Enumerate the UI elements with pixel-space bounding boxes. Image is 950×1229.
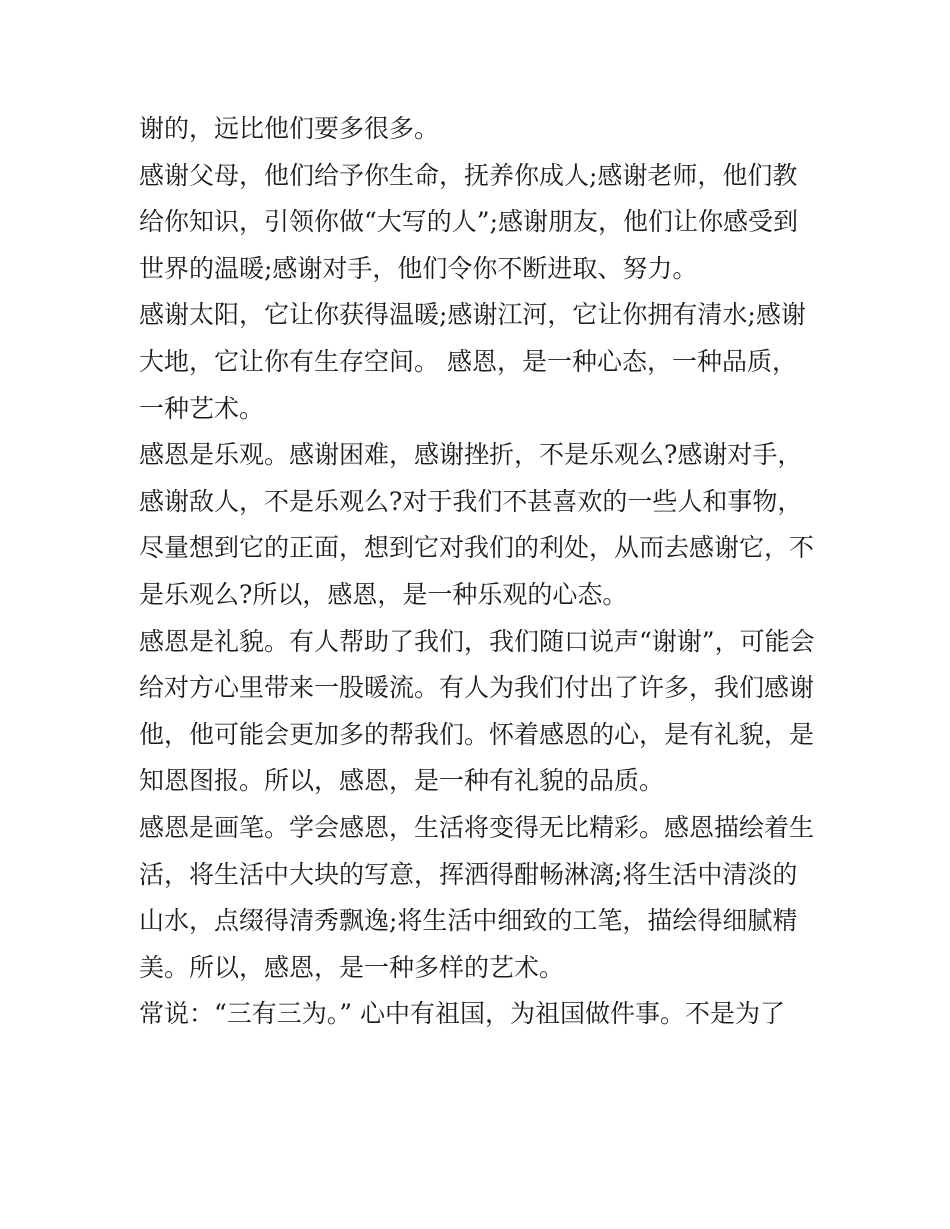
text-line: 大地，它让你有生存空间。 感恩，是一种心态，一种品质， [139, 346, 797, 376]
text-line: 常说：“三有三为。” 心中有祖国，为祖国做件事。不是为了 [139, 999, 786, 1029]
text-line: 山水，点缀得清秀飘逸;将生活中细致的工笔，描绘得细腻精 [139, 906, 798, 936]
text-line: 知恩图报。所以，感恩，是一种有礼貌的品质。 [139, 766, 665, 796]
text-line: 感恩是礼貌。有人帮助了我们，我们随口说声“谢谢”，可能会 [139, 626, 815, 656]
text-line: 美。所以，感恩，是一种多样的艺术。 [139, 952, 565, 982]
text-line: 他，他可能会更加多的帮我们。怀着感恩的心，是有礼貌，是 [139, 719, 815, 749]
text-line: 谢的，远比他们要多很多。 [139, 114, 440, 143]
document-body [139, 106, 829, 1038]
paragraph-6 [139, 805, 829, 991]
text-line: 是乐观么?所以，感恩，是一种乐观的心态。 [139, 579, 628, 609]
paragraph-2 [139, 153, 829, 293]
text-line: 给你知识，引领你做“大写的人”;感谢朋友，他们让你感受到 [139, 207, 798, 237]
text-line: 感恩是画笔。学会感恩，生活将变得无比精彩。感恩描绘着生 [139, 812, 815, 842]
text-line: 世界的温暖;感谢对手，他们令你不断进取、努力。 [139, 253, 698, 283]
paragraph-7 [139, 991, 829, 1038]
paragraph-3 [139, 292, 829, 432]
text-line: 一种艺术。 [139, 393, 265, 423]
text-line: 感谢太阳，它让你获得温暖;感谢江河，它让你拥有清水;感谢 [139, 300, 806, 330]
text-line: 给对方心里带来一股暖流。有人为我们付出了许多，我们感谢 [139, 673, 815, 703]
paragraph-5 [139, 619, 829, 805]
text-line: 活，将生活中大块的写意，挥洒得酣畅淋漓;将生活中清淡的 [139, 859, 798, 889]
text-line: 感谢敌人，不是乐观么?对于我们不甚喜欢的一些人和事物， [139, 486, 803, 516]
paragraph-4 [139, 432, 829, 618]
text-line: 尽量想到它的正面，想到它对我们的利处，从而去感谢它，不 [139, 533, 815, 563]
paragraph-1 [139, 106, 829, 153]
text-line: 感恩是乐观。感谢困难，感谢挫折，不是乐观么?感谢对手， [139, 440, 803, 470]
text-line: 感谢父母，他们给予你生命，抚养你成人;感谢老师，他们教 [139, 160, 798, 190]
